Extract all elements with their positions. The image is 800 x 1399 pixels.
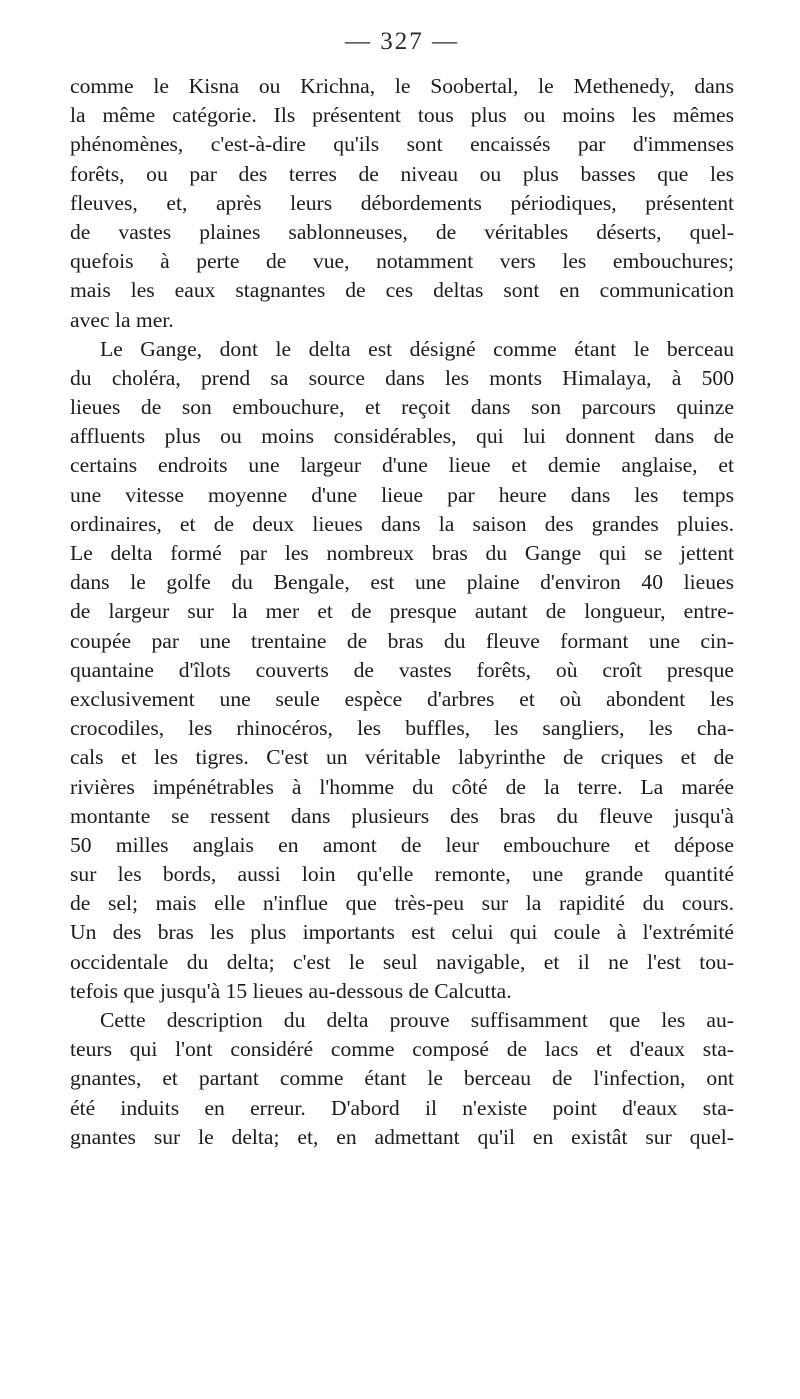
text-line: Un des bras les plus importants est celui qui coule à l'extrémité (70, 920, 734, 945)
text-line: de vastes plaines sablonneuses, de véritables déserts, quel- (70, 219, 734, 244)
text-line: lieues de son embouchure, et reçoit dans son parcours quinze (70, 395, 734, 420)
text-line: montante se ressent dans plusieurs des bras du fleuve jusqu'à (70, 803, 734, 828)
text-line: phénomènes, c'est-à-dire qu'ils sont encaissés par d'immenses (70, 132, 734, 157)
body-text (70, 72, 734, 1152)
text-line: rivières impénétrables à l'homme du côté de la terre. La marée (70, 774, 734, 799)
text-line: comme le Kisna ou Krichna, le Soobertal, le Methenedy, dans (70, 74, 734, 98)
text-line: gnantes sur le delta; et, en admettant qu'il en existât sur quel- (70, 1124, 734, 1149)
text-line: ordinaires, et de deux lieues dans la saison des grandes pluies. (70, 511, 734, 536)
text-line: de sel; mais elle n'influe que très-peu sur la rapidité du cours. (70, 891, 734, 916)
text-line: tefois que jusqu'à 15 lieues au-dessous de Calcutta. (70, 978, 512, 1003)
text-line: avec la mer. (70, 307, 174, 332)
text-line: la même catégorie. Ils présentent tous plus ou moins les mêmes (70, 103, 734, 128)
text-line: gnantes, et partant comme étant le berceau de l'infection, ont (70, 1066, 734, 1091)
text-line: cals et les tigres. C'est un véritable labyrinthe de criques et de (70, 745, 734, 770)
text-line: forêts, ou par des terres de niveau ou plus basses que les (70, 161, 734, 186)
text-line: quantaine d'îlots couverts de vastes forêts, où croît presque (70, 657, 734, 682)
text-line: teurs qui l'ont considéré comme composé de lacs et d'eaux sta- (70, 1037, 734, 1062)
text-line: mais les eaux stagnantes de ces deltas sont en communication (70, 278, 734, 303)
page-number: — 327 — (345, 28, 459, 55)
text-line: 50 milles anglais en amont de leur embouchure et dépose (70, 832, 734, 857)
text-line: sur les bords, aussi loin qu'elle remonte, une grande quantité (70, 862, 734, 887)
text-line: exclusivement une seule espèce d'arbres et où abondent les (70, 686, 734, 711)
text-line: du choléra, prend sa source dans les monts Himalaya, à 500 (70, 365, 734, 390)
text-line: coupée par une trentaine de bras du fleuve formant une cin- (70, 628, 734, 653)
book-page (70, 28, 734, 1152)
text-line: Le delta formé par les nombreux bras du Gange qui se jettent (70, 541, 734, 565)
text-line: Le Gange, dont le delta est désigné comme étant le berceau (100, 336, 734, 361)
text-line: une vitesse moyenne d'une lieue par heure dans les temps (70, 482, 734, 507)
text-line: certains endroits une largeur d'une lieue et demie anglaise, et (70, 453, 734, 478)
text-line: dans le golfe du Bengale, est une plaine d'environ 40 lieues (70, 570, 734, 595)
text-line: fleuves, et, après leurs débordements périodiques, présentent (70, 190, 734, 215)
text-line: occidentale du delta; c'est le seul navigable, et il ne l'est tou- (70, 949, 734, 974)
text-line: Cette description du delta prouve suffisamment que les au- (100, 1008, 734, 1032)
text-line: été induits en erreur. D'abord il n'existe point d'eaux sta- (70, 1095, 734, 1120)
text-line: de largeur sur la mer et de presque autant de longueur, entre- (70, 599, 734, 624)
text-line: quefois à perte de vue, notamment vers les embouchures; (70, 249, 734, 274)
text-line: crocodiles, les rhinocéros, les buffles, les sangliers, les cha- (70, 716, 734, 741)
text-line: affluents plus ou moins considérables, qui lui donnent dans de (70, 424, 734, 449)
